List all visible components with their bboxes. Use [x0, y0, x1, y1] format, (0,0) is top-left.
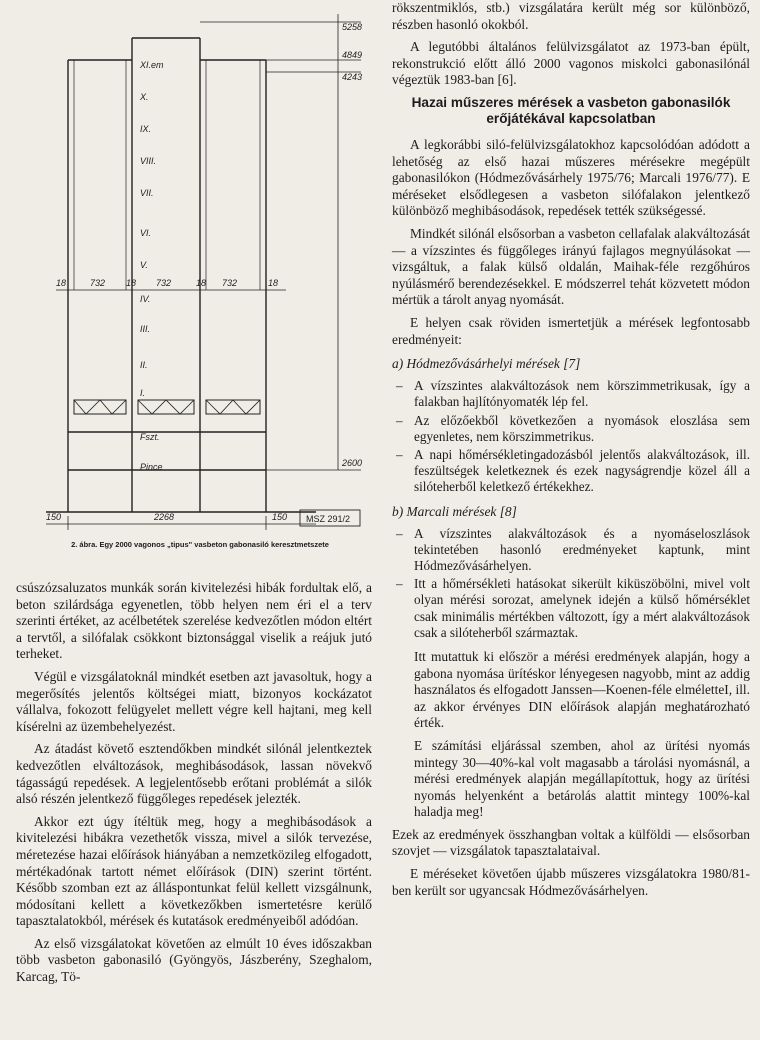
paragraph: Ezek az eredmények összhangban voltak a külföldi — elsősorban szovjet — vizsgálatok tapasztalataival.: [392, 826, 750, 859]
figure-caption: 2. ábra. Egy 2000 vagonos „tipus" vasbeton gabonasiló keresztmetszete: [71, 540, 329, 549]
dim-label: 732: [222, 278, 238, 288]
paragraph: csúszózsaluzatos munkák során kivitelezési hibák fordultak elő, a beton szilárdsága egyenetlen, több helyen nem éri el a terv szerinti értéket, az acélbetétek szerelése kedvezőtlen módon eltért a tervtől, a silófalak csökkont biztonsággal viselik a reájuk jutó terheket.: [16, 580, 372, 662]
level-label: 4243: [342, 72, 363, 82]
subsection-a-list: [392, 378, 750, 495]
paragraph: Mindkét silónál elsősorban a vasbeton cellafalak alakváltozását — a vízszintes és függőleges irányú fajlagos megnyúlásokat — vizsgáltuk, a falak külső oldalán, Maihak-féle rezgőhúros nyúlásmérő berendezésekkel. E módszerrel tehát közvetett módon mértük a tárolt anyag nyomását.: [392, 225, 750, 308]
list-item: – A vízszintes alakváltozások és a nyomáseloszlások tekintetében hasonló eredményeket kaptunk, mint Hódmezővásárhelyen.: [414, 526, 750, 575]
floor-label: IV.: [140, 294, 151, 304]
paragraph: Az első vizsgálatokat követően az elmúlt 10 éves időszakban több vasbeton gabonasiló (Gyöngyös, Jászberény, Szeghalom, Karcag, Tö-: [16, 935, 372, 985]
subsection-title: a) Hódmezővásárhelyi mérések: [392, 356, 560, 372]
floor-label: XI.em: [140, 60, 164, 70]
left-body-text: [16, 580, 372, 992]
list-item: – Itt a hőmérsékleti hatásokat sikerült kiküszöbölni, mivel volt olyan mérési sorozat, amelynek idején a külső hőmérséklet csak minimális mértékben változott, így a mért alakváltozások csak a silóteherből származtak.: [414, 576, 750, 641]
list-item: – Az előzőekből következően a nyomások eloszlása sem egyenletes, nem körszimmetrikus.: [414, 413, 750, 445]
paragraph: E méréseket követően újabb műszeres vizsgálatokra 1980/81-ben került sor ugyancsak Hódmezővásárhelyen.: [392, 866, 750, 898]
dim-label: 2268: [154, 512, 175, 522]
level-label: 2600: [342, 458, 363, 468]
reference: [8]: [499, 503, 517, 519]
dim-label: 150: [272, 512, 288, 522]
paragraph: Akkor ezt úgy ítéltük meg, hogy a meghibásodások a kivitelezési hibákra vezethetők vissza, mivel a silók tervezése, méretezése hazai előírások hiányában a nemzetközileg elfogadott, mértékadónak tartott német előírások (DIN) szerint történt. Később szomban ezt az álláspontunkat felül kellett vizsgálnunk, módosítani kellett a következőkben ismertetésre kerülő tapasztalatokból, mérések és kutatások eredményeiből adódóan.: [16, 813, 372, 929]
paragraph: Végül e vizsgálatoknál mindkét esetben azt javasoltuk, hogy a megerősítés jelentős költségei miatt, bizonyos kockázatot vállalva, fokozott felügyelet mellett végre kell hajtani, meg kell kísérelni az üzembehelyezést.: [16, 668, 372, 734]
floor-label: IX.: [140, 124, 152, 134]
subsection-a-title: [392, 356, 750, 372]
floor-label: Fszt.: [140, 432, 160, 442]
dim-label: 18: [56, 278, 67, 288]
level-label: 4849: [342, 50, 363, 60]
silo-cross-section-figure: [16, 0, 372, 545]
reference: [7]: [563, 356, 581, 372]
floor-label: III.: [140, 324, 151, 334]
standard-label: MSZ 291/2: [306, 514, 351, 524]
dim-label: 18: [196, 278, 207, 288]
level-label: 5258: [342, 22, 363, 32]
floor-label: VII.: [140, 188, 154, 198]
list-item: – A napi hőmérsékletingadozásból jelentős alakváltozások, ill. feszültségek keletkeznek és ezek nagyságrendje közel áll a silóteherből keletkező értékekhez.: [414, 447, 750, 496]
paragraph: Itt mutattuk ki először a mérési eredmények alapján, hogy a gabona nyomása ürítéskor lényegesen nagyobb, mint az addig használatos és elfogadott Janssen—Koenen-féle elméletteI, ill. az akkor érvényes DIN előírások alapján meghatározható érték.: [414, 648, 750, 731]
right-column: [392, 0, 750, 905]
subsection-b-title: [392, 504, 750, 520]
paragraph: E számítási eljárással szemben, ahol az ürítési nyomás mintegy 30—40%-kal volt magasabb a tárolási nyomásnál, a mérési eredmények alapján megállapítottuk, hogy az ürítési nyomás helyenként a betárolás alattit mintegy 100%-kal haladja meg!: [414, 737, 750, 820]
floor-label: VI.: [140, 228, 152, 238]
floor-label: X.: [140, 92, 149, 102]
paragraph: E helyen csak röviden ismertetjük a mérések legfontosabb eredményeit:: [392, 314, 750, 347]
list-item: – A vízszintes alakváltozások nem körszimmetrikusak, így a falakban hajlítónyomaték lép fel.: [414, 378, 750, 410]
dim-label: 732: [156, 278, 172, 288]
paragraph: A legkorábbi siló-felülvizsgálatokhoz kapcsolódóan adódott a lehetőség az első hazai műszeres mérésekre megépült gabonasilókon (Hódmezővásárhely 1975/76; Marcali 1976/77). E méréseket elsődlegesen a vasbeton silófalakon jelentkező különböző meghibásodások, repedések tették szükségessé.: [392, 136, 750, 219]
paragraph: A legutóbbi általános felülvizsgálatot az 1973-ban épült, rekonstrukció előtt álló 2000 vagonos miskolci gabonasilónál végeztük 1983-ban [6].: [392, 39, 750, 88]
subsection-b-list: [392, 526, 750, 641]
dim-label: 18: [126, 278, 137, 288]
section-heading: Hazai műszeres mérések a vasbeton gabonasilók erőjátékával kapcsolatban: [411, 94, 731, 126]
paragraph: Az átadást követő esztendőkben mindkét silónál jelentkeztek kedvezőtlen elváltozások, meghibásodások, lassan növekvő tágasságú repedések. A legjelentősebb erőtani problémát a silók alsó részén jelentkező függőleges repedések jelezték.: [16, 741, 372, 807]
subsection-title: b) Marcali mérések: [392, 503, 497, 519]
floor-label: II.: [140, 360, 148, 370]
floor-label: V.: [140, 260, 148, 270]
subsection-b-continuation: [392, 649, 750, 821]
floor-label: Pince: [140, 462, 163, 472]
floor-label: I.: [140, 388, 146, 398]
dim-label: 18: [268, 278, 279, 288]
paragraph: rökszentmiklós, stb.) vizsgálatára került még sor különböző, részben hasonló okokból.: [392, 0, 750, 32]
dim-label: 732: [90, 278, 106, 288]
dim-label: 150: [46, 512, 62, 522]
floor-label: VIII.: [140, 156, 157, 166]
